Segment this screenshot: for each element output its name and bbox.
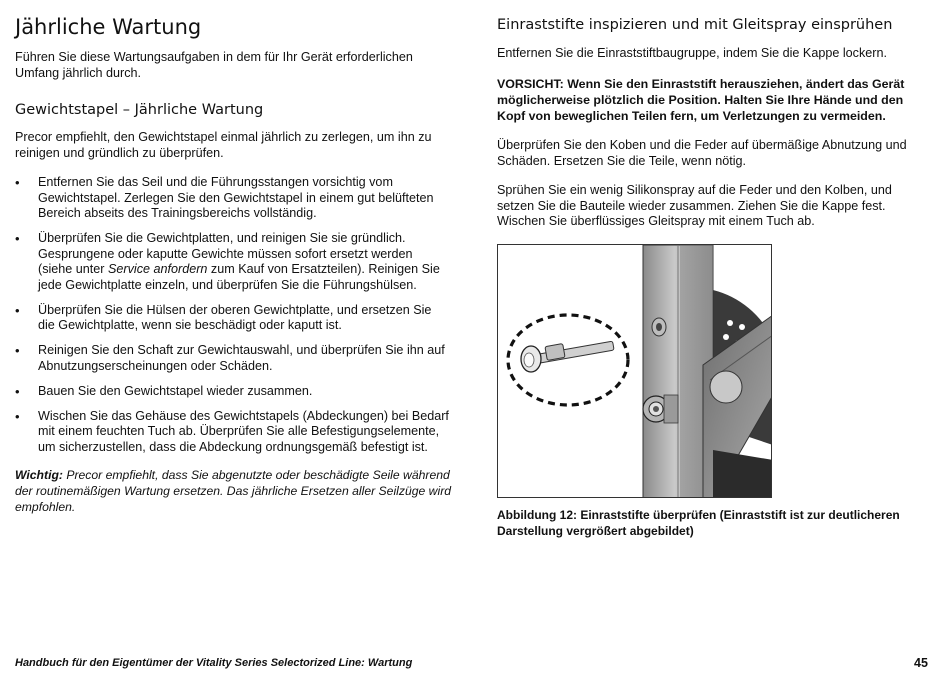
- hub: [710, 371, 742, 403]
- figure-caption: Abbildung 12: Einraststifte überprüfen (Einraststift ist zur deutlicheren Darstellung vergrößert abgebildet): [497, 508, 900, 538]
- footer-title: Handbuch für den Eigentümer der Vitality Series Selectorized Line: Wartung: [15, 657, 413, 669]
- section-heading: Gewichtstapel – Jährliche Wartung: [15, 102, 264, 118]
- paragraph-spray: Sprühen Sie ein wenig Silikonspray auf die Feder und den Kolben, und setzen Sie die Bauteile wieder zusammen. Ziehen Sie die Kappe fest. Wischen Sie überflüssiges Gleitspray mit einem Tuch ab.: [497, 183, 892, 228]
- list-item: • Entfernen Sie das Seil und die Führungsstangen vorsichtig vom Gewichtstapel. Zerlegen Sie den Gewichtstapel in einem gut belüfteten Bereich abseits des Trainingsbereichs vollständig.: [15, 175, 450, 222]
- paragraph-inspect: Überprüfen Sie den Koben und die Feder auf übermäßige Abnutzung und Schäden. Ersetzen Sie die Teile, wenn nötig.: [497, 138, 907, 168]
- list-item: • Reinigen Sie den Schaft zur Gewichtauswahl, und überprüfen Sie ihn auf Abnutzungserscheinungen oder Schäden.: [15, 343, 450, 374]
- section-intro: Precor empfiehlt, den Gewichtstapel einmal jährlich zu zerlegen, um ihn zu reinigen und gründlich zu überprüfen.: [15, 130, 432, 160]
- service-reference: Service anfordern: [108, 262, 208, 276]
- list-item: • Wischen Sie das Gehäuse des Gewichtstapels (Abdeckungen) bei Bedarf mit einem feuchten Tuch ab. Überprüfen Sie alle Befestigungselemente, um sicherzustellen, dass die Abdeckung ordnungsgemäß befestigt ist.: [15, 409, 450, 456]
- figure-pin-illustration: [497, 244, 772, 498]
- pin-diagram: [498, 245, 772, 498]
- frame-base: [713, 450, 772, 498]
- paragraph-remove: Entfernen Sie die Einraststiftbaugruppe, indem Sie die Kappe lockern.: [497, 46, 887, 60]
- page-title: Jährliche Wartung: [15, 15, 202, 39]
- page-number: 45: [914, 656, 928, 670]
- intro-paragraph: Führen Sie diese Wartungsaufgaben in dem für Ihr Gerät erforderlichen Umfang jährlich durch.: [15, 50, 413, 80]
- list-item: • Überprüfen Sie die Hülsen der oberen Gewichtplatte, und ersetzen Sie die Gewichtplatte, wenn sie beschädigt oder kaputt ist.: [15, 303, 450, 334]
- list-item-text: Überprüfen Sie die Gewichtplatten, und reinigen Sie sie gründlich. Gesprungene oder kaputte Gewichte müssen sofort ersetzt werden (siehe unter: [38, 231, 413, 276]
- note-text: Precor empfiehlt, dass Sie abgenutzte oder beschädigte Seile während der routinemäßigen Wartung ersetzen. Das jährliche Ersetzen aller Seilzüge wird empfohlen.: [15, 468, 452, 514]
- list-item: • Bauen Sie den Gewichtstapel wieder zusammen.: [15, 384, 450, 400]
- list-item: [15, 231, 450, 293]
- list-item-text: zum Kauf von Ersatzteilen). Reinigen Sie jede Gewichtplatte einzeln, und überprüfen Sie die Führungshülsen.: [38, 262, 440, 292]
- subsection-heading: Einraststifte inspizieren und mit Gleitspray einsprühen: [497, 17, 893, 33]
- maintenance-list: [15, 175, 450, 465]
- caution-text: VORSICHT: Wenn Sie den Einraststift herausziehen, ändert das Gerät möglicherweise plötzlich die Position. Halten Sie Ihre Hände und den Kopf von beweglichen Teilen fern, um Verletzungen zu vermeiden.: [497, 77, 905, 123]
- enlarged-pin: [521, 341, 614, 372]
- important-note: [15, 467, 455, 515]
- note-label: Wichtig:: [15, 468, 63, 482]
